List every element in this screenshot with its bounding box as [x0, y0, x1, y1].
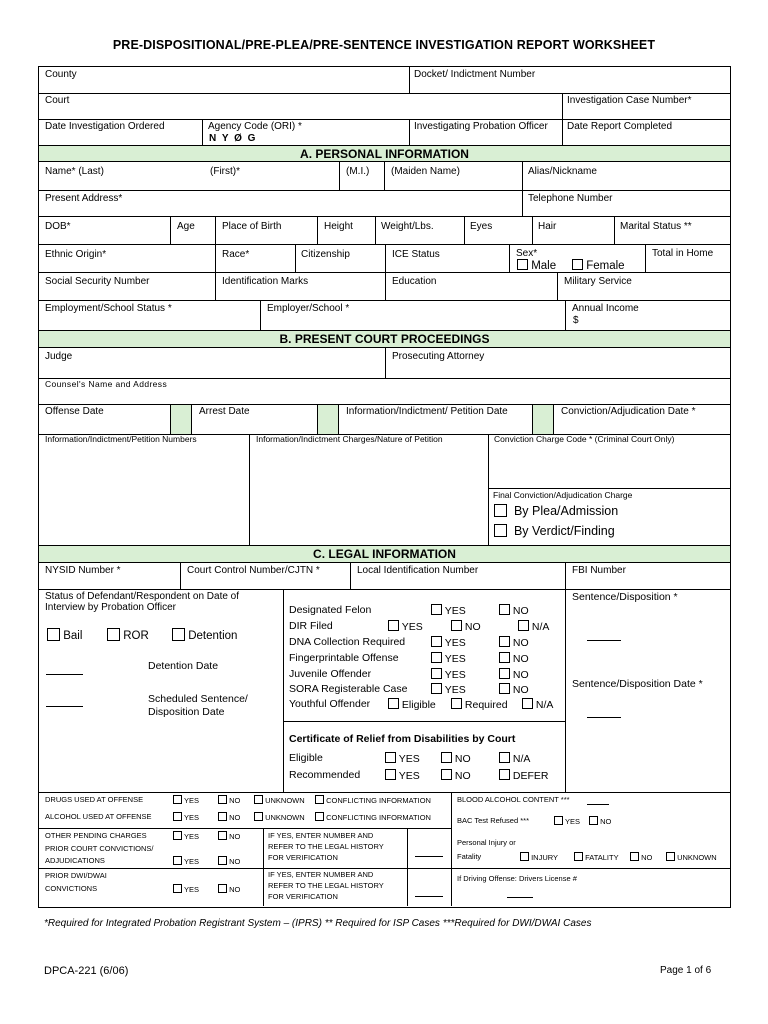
injury-no-checkbox[interactable]: [630, 852, 639, 861]
fingerprintable-no-checkbox[interactable]: [499, 652, 510, 663]
income-symbol: $: [573, 315, 579, 326]
youthful-na[interactable]: [522, 698, 553, 711]
fbi-label: FBI Number: [572, 565, 626, 576]
designated-felon-no[interactable]: [499, 604, 529, 617]
detention-checkbox[interactable]: [172, 628, 185, 641]
yes-text: YES: [183, 796, 199, 805]
yes-text: YES: [444, 653, 466, 665]
prior-yes[interactable]: [173, 856, 199, 867]
charges-label: Information/Indictment Charges/Nature of Petition: [256, 434, 443, 444]
youthful-required[interactable]: [451, 698, 508, 711]
prior-dwi-2: CONVICTIONS: [45, 884, 98, 893]
court-field[interactable]: [40, 105, 560, 118]
na-text: N/A: [531, 621, 550, 633]
military-label: Military Service: [564, 276, 632, 287]
ice-label: ICE Status: [392, 249, 440, 260]
fingerprintable-label: Fingerprintable Offense: [289, 652, 399, 664]
by-plea-option[interactable]: [494, 504, 618, 519]
employment-label: Employment/School Status *: [45, 303, 172, 314]
dna-no-checkbox[interactable]: [499, 636, 510, 647]
yes-text: YES: [564, 817, 580, 826]
eligible-text: Eligible: [401, 699, 436, 711]
dir-filed-na[interactable]: [518, 620, 549, 633]
prior-line1: PRIOR COURT CONVICTIONS/: [45, 844, 154, 853]
arrest-date-label: Arrest Date: [199, 406, 250, 417]
pending-no-checkbox[interactable]: [218, 831, 227, 840]
cert-eligible-na[interactable]: [499, 752, 530, 765]
detention-date-label: Detention Date: [148, 660, 219, 672]
alcohol-conflicting[interactable]: [315, 812, 431, 823]
bac-no[interactable]: [589, 816, 611, 827]
conflicting-text: CONFLICTING INFORMATION: [326, 813, 431, 822]
other-pending-label: OTHER PENDING CHARGES: [45, 831, 147, 840]
worksheet-form: [38, 66, 731, 908]
conviction-date-label: Conviction/Adjudication Date *: [561, 406, 696, 417]
eyes-label: Eyes: [470, 221, 493, 232]
designated-felon-yes[interactable]: [431, 604, 466, 617]
ethnic-label: Ethnic Origin*: [45, 249, 107, 260]
drugs-unknown[interactable]: [254, 795, 305, 806]
alcohol-no[interactable]: [218, 812, 240, 823]
youthful-eligible[interactable]: [388, 698, 436, 711]
court-control-label: Court Control Number/CJTN *: [187, 565, 320, 576]
pending-yes[interactable]: [173, 831, 199, 842]
nysid-label: NYSID Number *: [45, 565, 121, 576]
no-text: NO: [600, 817, 612, 826]
ror-label: ROR: [123, 630, 149, 642]
first-name-label: (First)*: [210, 166, 240, 177]
unknown-text: UNKNOWN: [677, 853, 717, 862]
cert-eligible-label: Eligible: [289, 752, 323, 764]
yes-text: YES: [444, 684, 466, 696]
dir-filed-no-checkbox[interactable]: [451, 620, 462, 631]
required-text: Required: [464, 699, 508, 711]
sora-label: SORA Registerable Case: [289, 683, 408, 695]
if-yes-1: IF YES, ENTER NUMBER AND: [268, 831, 374, 840]
male-option[interactable]: [517, 259, 556, 273]
case-number-label: Investigation Case Number*: [567, 95, 692, 106]
sora-no-checkbox[interactable]: [499, 683, 510, 694]
no-text: NO: [229, 796, 241, 805]
info-date-label: Information/Indictment/ Petition Date: [346, 406, 508, 417]
weight-label: Weight/Lbs.: [381, 221, 434, 232]
juvenile-label: Juvenile Offender: [289, 668, 372, 680]
no-text: NO: [464, 621, 481, 633]
designated-felon-label: Designated Felon: [289, 604, 372, 616]
alcohol-label: ALCOHOL USED AT OFFENSE: [45, 812, 152, 821]
prior-no[interactable]: [218, 856, 240, 867]
ssn-label: Social Security Number: [45, 276, 150, 287]
sched-date-field[interactable]: [46, 706, 83, 707]
fingerprintable-yes[interactable]: [431, 652, 466, 665]
dir-filed-na-checkbox[interactable]: [518, 620, 529, 631]
sora-yes-checkbox[interactable]: [431, 683, 442, 694]
no-text: NO: [229, 813, 241, 822]
status-line2: Interview by Probation Officer: [45, 602, 176, 613]
by-plea-label: By Plea/Admission: [513, 504, 619, 518]
drugs-no[interactable]: [218, 795, 240, 806]
fingerprintable-yes-checkbox[interactable]: [431, 652, 442, 663]
footnote: *Required for Integrated Probation Registrant System – (IPRS) ** Required for ISP Cases ***Required for DWI/DWAI Cases: [44, 918, 592, 929]
employer-label: Employer/School *: [267, 303, 350, 314]
ror-checkbox[interactable]: [107, 628, 120, 641]
petition-numbers-label: Information/Indictment/Petition Numbers: [45, 434, 197, 444]
prior-line2: ADJUDICATIONS: [45, 856, 105, 865]
by-verdict-option[interactable]: [494, 524, 615, 539]
alcohol-unknown-checkbox[interactable]: [254, 812, 263, 821]
agency-code-value: N Y Ø G: [209, 133, 257, 144]
offense-date-label: Offense Date: [45, 406, 104, 417]
prior-dwi-1: PRIOR DWI/DWAI: [45, 871, 107, 880]
bac-yes[interactable]: [554, 816, 580, 827]
no-text: NO: [512, 684, 529, 696]
na-text: N/A: [535, 699, 554, 711]
yes-text: YES: [444, 669, 466, 681]
injury-no-option[interactable]: [630, 852, 652, 863]
injury-unknown-option[interactable]: [666, 852, 717, 863]
bail-checkbox[interactable]: [47, 628, 60, 641]
no-text: NO: [229, 832, 241, 841]
height-label: Height: [324, 221, 353, 232]
county-field[interactable]: [40, 79, 408, 92]
officer-label: Investigating Probation Officer: [414, 121, 548, 132]
sched-line2: Disposition Date: [148, 706, 225, 718]
local-id-label: Local Identification Number: [357, 565, 479, 576]
recommended-no-checkbox[interactable]: [441, 769, 452, 780]
drugs-label: DRUGS USED AT OFFENSE: [45, 795, 144, 804]
status-line1: Status of Defendant/Respondent on Date of: [45, 591, 240, 602]
dwi-count-field[interactable]: [415, 896, 443, 897]
section-b-title: B. PRESENT COURT PROCEEDINGS: [39, 330, 730, 348]
date-completed-label: Date Report Completed: [567, 121, 673, 132]
no-text: NO: [229, 857, 241, 866]
cert-eligible-yes[interactable]: [385, 752, 420, 765]
counsel-label: Counsel's Name and Address: [45, 379, 168, 389]
page-number: Page 1 of 6: [660, 965, 712, 976]
pending-yes-checkbox[interactable]: [173, 831, 182, 840]
date-ordered-label: Date Investigation Ordered: [45, 121, 165, 132]
yes-text: YES: [398, 753, 420, 765]
conflicting-text: CONFLICTING INFORMATION: [326, 796, 431, 805]
dwi-no[interactable]: [218, 884, 240, 895]
yes-text: YES: [183, 813, 199, 822]
by-plea-checkbox[interactable]: [494, 504, 507, 517]
no-text: NO: [512, 669, 529, 681]
juvenile-yes-checkbox[interactable]: [431, 668, 442, 679]
sentence-date-label: Sentence/Disposition Date *: [572, 678, 703, 690]
personal-injury-1: Personal Injury or: [457, 838, 516, 847]
bail-label: Bail: [63, 630, 83, 642]
drugs-yes[interactable]: [173, 795, 199, 806]
alias-label: Alias/Nickname: [528, 166, 597, 177]
no-text: NO: [454, 770, 471, 782]
na-text: N/A: [512, 753, 531, 765]
age-label: Age: [177, 221, 195, 232]
bac-yes-checkbox[interactable]: [554, 816, 563, 825]
youthful-eligible-checkbox[interactable]: [388, 698, 399, 709]
sex-label: Sex*: [516, 248, 538, 259]
detention-option[interactable]: [172, 628, 237, 643]
drugs-unknown-checkbox[interactable]: [254, 795, 263, 804]
charge-code-label: Conviction Charge Code * (Criminal Court Only): [494, 434, 675, 444]
prior-no-checkbox[interactable]: [218, 856, 227, 865]
dwi-yes[interactable]: [173, 884, 199, 895]
recommended-label: Recommended: [289, 769, 361, 781]
judge-label: Judge: [45, 351, 73, 362]
court-label: Court: [45, 95, 70, 106]
sched-line1: Scheduled Sentence/: [148, 693, 248, 705]
hair-label: Hair: [538, 221, 557, 232]
prior-yes-checkbox[interactable]: [173, 856, 182, 865]
if-yes-2: REFER TO THE LEGAL HISTORY: [268, 842, 384, 851]
no-text: NO: [641, 853, 653, 862]
by-verdict-label: By Verdict/Finding: [513, 524, 615, 538]
juvenile-no-checkbox[interactable]: [499, 668, 510, 679]
race-label: Race*: [222, 249, 250, 260]
final-charge-label: Final Conviction/Adjudication Charge: [493, 490, 633, 500]
dir-filed-label: DIR Filed: [289, 620, 333, 632]
pending-no[interactable]: [218, 831, 240, 842]
fatality-checkbox[interactable]: [574, 852, 583, 861]
youthful-required-checkbox[interactable]: [451, 698, 462, 709]
dna-yes[interactable]: [431, 636, 466, 649]
sentence-date-field[interactable]: [587, 717, 621, 718]
dna-yes-checkbox[interactable]: [431, 636, 442, 647]
recommended-defer-checkbox[interactable]: [499, 769, 510, 780]
yes-text: YES: [183, 857, 199, 866]
yes-text: YES: [444, 637, 466, 649]
docket-field[interactable]: [411, 79, 729, 92]
drugs-no-checkbox[interactable]: [218, 795, 227, 804]
dna-no[interactable]: [499, 636, 529, 649]
injury-unknown-checkbox[interactable]: [666, 852, 675, 861]
maiden-name-label: (Maiden Name): [391, 166, 460, 177]
dna-label: DNA Collection Required: [289, 636, 406, 648]
juvenile-no[interactable]: [499, 668, 529, 681]
certificate-title: Certificate of Relief from Disabilities by Court: [289, 733, 516, 745]
personal-injury-2: Fatality: [457, 852, 482, 861]
drivers-license-field[interactable]: [507, 897, 533, 898]
injury-option[interactable]: [520, 852, 558, 863]
alcohol-conflicting-checkbox[interactable]: [315, 812, 324, 821]
injury-checkbox[interactable]: [520, 852, 529, 861]
defer-text: DEFER: [512, 770, 549, 782]
prior-count-field[interactable]: [415, 856, 443, 857]
unknown-text: UNKNOWN: [265, 796, 305, 805]
dir-filed-yes-checkbox[interactable]: [388, 620, 399, 631]
youthful-label: Youthful Offender: [289, 698, 371, 710]
sentence-field[interactable]: [587, 640, 621, 641]
mi-label: (M.I.): [346, 166, 370, 177]
fingerprintable-no[interactable]: [499, 652, 529, 665]
recommended-defer[interactable]: [499, 769, 549, 782]
female-option[interactable]: [572, 259, 625, 273]
by-verdict-checkbox[interactable]: [494, 524, 507, 537]
dwi-no-checkbox[interactable]: [218, 884, 227, 893]
yes-text: YES: [183, 885, 199, 894]
dir-filed-yes[interactable]: [388, 620, 423, 633]
juvenile-yes[interactable]: [431, 668, 466, 681]
yes-text: YES: [398, 770, 420, 782]
telephone-label: Telephone Number: [528, 193, 613, 204]
form-id: DPCA-221 (6/06): [44, 965, 129, 977]
male-checkbox[interactable]: [517, 259, 528, 270]
marital-label: Marital Status **: [620, 221, 692, 232]
ror-option[interactable]: [107, 628, 149, 643]
fatality-option[interactable]: [574, 852, 619, 863]
male-label: Male: [531, 260, 557, 272]
alcohol-no-checkbox[interactable]: [218, 812, 227, 821]
income-label: Annual Income: [572, 303, 639, 314]
if-yes-3: FOR VERIFICATION: [268, 853, 338, 862]
sentence-label: Sentence/Disposition *: [572, 591, 678, 603]
injury-text: INJURY: [531, 853, 559, 862]
recommended-yes[interactable]: [385, 769, 420, 782]
pob-label: Place of Birth: [222, 221, 282, 232]
female-label: Female: [586, 260, 625, 272]
docket-label: Docket/ Indictment Number: [414, 69, 536, 80]
drugs-conflicting[interactable]: [315, 795, 431, 806]
bail-option[interactable]: [47, 628, 82, 643]
agency-code-label: Agency Code (ORI) *: [208, 121, 302, 132]
yes-text: YES: [183, 832, 199, 841]
detention-date-field[interactable]: [46, 674, 83, 675]
alcohol-yes[interactable]: [173, 812, 199, 823]
address-label: Present Address*: [45, 193, 123, 204]
drugs-conflicting-checkbox[interactable]: [315, 795, 324, 804]
youthful-na-checkbox[interactable]: [522, 698, 533, 709]
blood-alcohol-field[interactable]: [587, 804, 609, 805]
sora-yes[interactable]: [431, 683, 466, 696]
name-last-label: Name* (Last): [45, 166, 104, 177]
id-marks-label: Identification Marks: [222, 276, 309, 287]
education-label: Education: [392, 276, 437, 287]
total-home-label: Total in Home: [652, 248, 714, 259]
blood-alcohol-label: BLOOD ALCOHOL CONTENT ***: [457, 795, 570, 804]
bac-refused-label: BAC Test Refused ***: [457, 816, 529, 825]
recommended-no[interactable]: [441, 769, 471, 782]
no-text: NO: [454, 753, 471, 765]
no-text: NO: [229, 885, 241, 894]
sora-no[interactable]: [499, 683, 529, 696]
alcohol-yes-checkbox[interactable]: [173, 812, 182, 821]
section-c-title: C. LEGAL INFORMATION: [39, 545, 730, 563]
county-label: County: [45, 69, 77, 80]
dir-filed-no[interactable]: [451, 620, 481, 633]
no-text: NO: [512, 637, 529, 649]
dob-label: DOB*: [45, 221, 71, 232]
form-title: PRE-DISPOSITIONAL/PRE-PLEA/PRE-SENTENCE INVESTIGATION REPORT WORKSHEET: [112, 38, 656, 52]
cert-eligible-no-checkbox[interactable]: [441, 752, 452, 763]
dwi-yes-checkbox[interactable]: [173, 884, 182, 893]
designated-felon-no-checkbox[interactable]: [499, 604, 510, 615]
designated-felon-yes-checkbox[interactable]: [431, 604, 442, 615]
case-number-field[interactable]: [564, 105, 729, 118]
fatality-text: FATALITY: [585, 853, 619, 862]
section-a-title: A. PERSONAL INFORMATION: [39, 145, 730, 162]
yes-text: YES: [444, 605, 466, 617]
female-checkbox[interactable]: [572, 259, 583, 270]
cert-eligible-no[interactable]: [441, 752, 471, 765]
drivers-license-label: If Driving Offense: Drivers License #: [457, 874, 577, 883]
prosecutor-label: Prosecuting Attorney: [392, 351, 485, 362]
alcohol-unknown[interactable]: [254, 812, 305, 823]
dwi-if-yes-3: FOR VERIFICATION: [268, 892, 338, 901]
unknown-text: UNKNOWN: [265, 813, 305, 822]
recommended-yes-checkbox[interactable]: [385, 769, 396, 780]
no-text: NO: [512, 653, 529, 665]
detention-label: Detention: [188, 630, 238, 642]
dwi-if-yes-2: REFER TO THE LEGAL HISTORY: [268, 881, 384, 890]
dwi-if-yes-1: IF YES, ENTER NUMBER AND: [268, 870, 374, 879]
no-text: NO: [512, 605, 529, 617]
yes-text: YES: [401, 621, 423, 633]
citizenship-label: Citizenship: [301, 249, 350, 260]
bac-no-checkbox[interactable]: [589, 816, 598, 825]
cert-eligible-yes-checkbox[interactable]: [385, 752, 396, 763]
drugs-yes-checkbox[interactable]: [173, 795, 182, 804]
cert-eligible-na-checkbox[interactable]: [499, 752, 510, 763]
